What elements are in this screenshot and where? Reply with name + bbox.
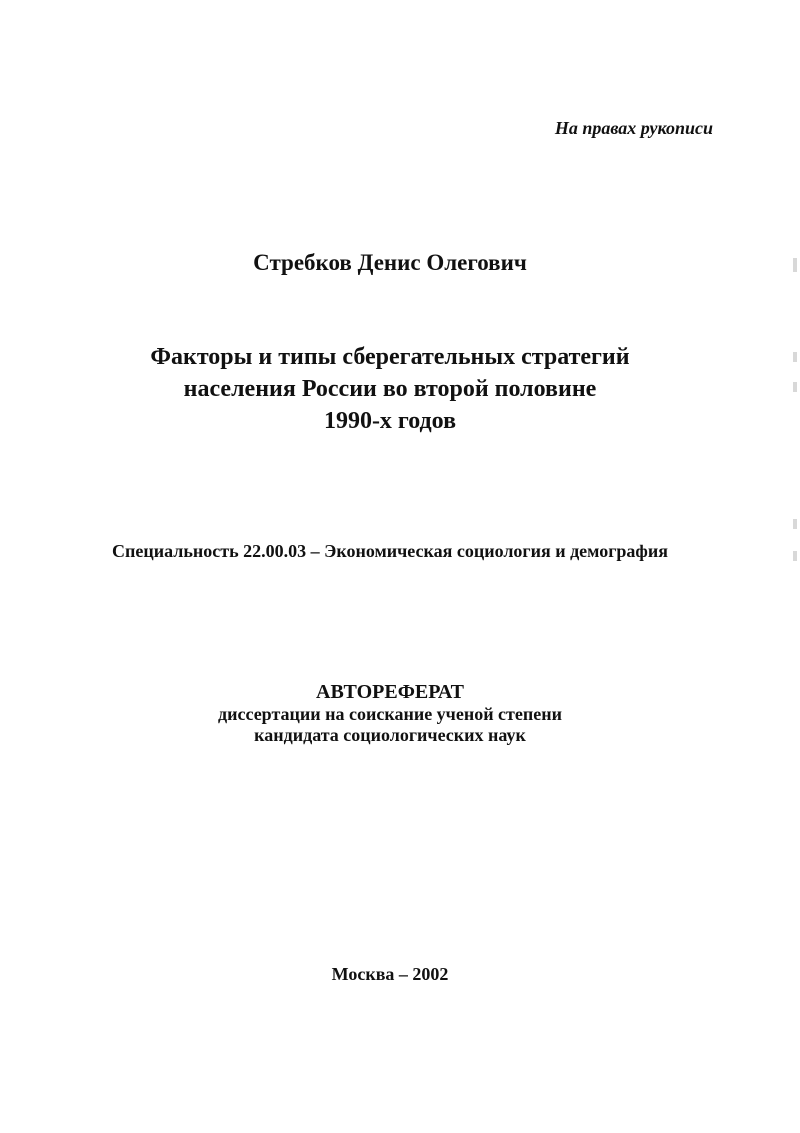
abstract-block (0, 680, 780, 746)
scan-artifact (793, 382, 797, 392)
city-year: Москва – 2002 (331, 964, 449, 984)
title-line: Факторы и типы сберегательных стратегий (150, 344, 630, 370)
scan-artifact (793, 551, 797, 561)
title-line: населения России во второй половине (183, 376, 597, 402)
scan-artifact (793, 258, 797, 272)
scan-artifact (793, 352, 797, 362)
dissertation-title (0, 341, 780, 437)
author-name: Стребков Денис Олегович (253, 250, 527, 275)
abstract-subtitle-line: кандидата социологических наук (254, 725, 526, 745)
rights-note: На правах рукописи (554, 118, 713, 138)
scan-artifact (793, 519, 797, 529)
title-line: 1990-х годов (323, 408, 457, 434)
abstract-heading: АВТОРЕФЕРАТ (316, 681, 464, 703)
abstract-subtitle-line: диссертации на соискание ученой степени (218, 704, 562, 724)
specialty-line: Специальность 22.00.03 – Экономическая социология и демография (112, 541, 668, 561)
